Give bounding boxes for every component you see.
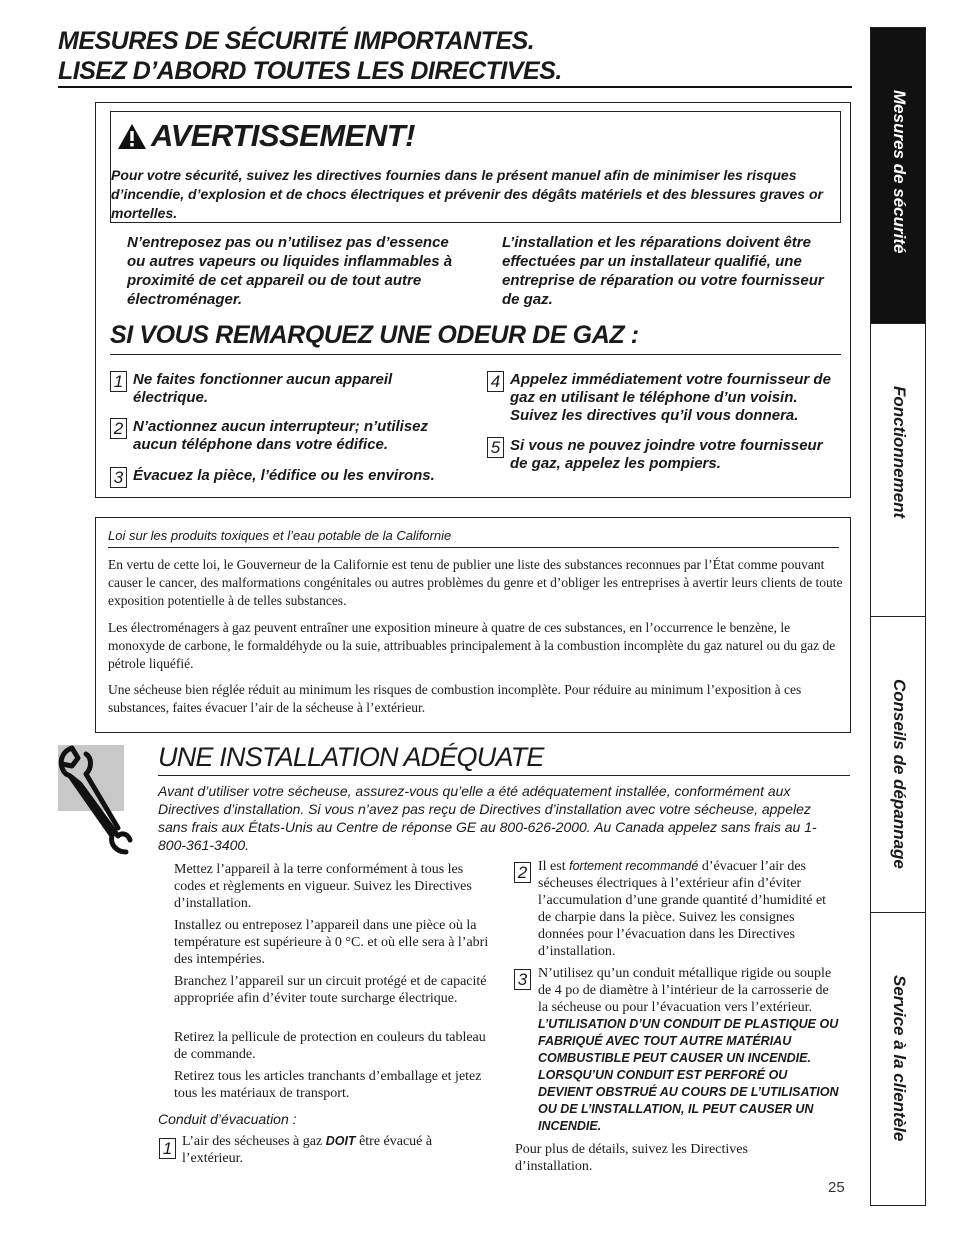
header-title-line-1: MESURES DE SÉCURITÉ IMPORTANTES. — [58, 27, 535, 55]
exhaust-item-text: L’air des sécheuses à gaz — [182, 1134, 326, 1149]
exhaust-item-emphasis: fortement recommandé — [569, 859, 699, 873]
tab-conseils-de-depannage[interactable] — [871, 617, 925, 913]
gas-step — [110, 371, 450, 407]
california-notice-title: Loi sur les produits toxiques et l’eau potable de la Californie — [108, 528, 839, 548]
step-text: Ne faites fonctionner aucun appareil électrique. — [133, 371, 393, 406]
warning-header-box — [110, 111, 841, 223]
warning-note-flammables: N’entreposez pas ou n’utilisez pas d’essence ou autres vapeurs ou liquides inflammables à proximité de cet appareil ou de tout autre électroménager. — [127, 234, 453, 308]
warning-title-text: AVERTISSEMENT! — [151, 118, 415, 153]
warning-note-installation: L’installation et les réparations doivent être effectuées par un installateur qualifié, une entreprise de réparation ou votre fournisseur de gaz. — [502, 234, 824, 308]
wrench-icon — [56, 744, 134, 856]
installation-item: Retirez la pellicule de protection en couleurs du tableau de commande. — [174, 1030, 486, 1062]
step-text: N’actionnez aucun interrupteur; n’utilisez aucun téléphone dans votre édifice. — [133, 418, 429, 453]
exhaust-item-number: 2 — [514, 862, 531, 883]
tab-label: Conseils de dépannage — [890, 679, 909, 869]
warning-box — [95, 102, 851, 498]
section-tabs — [870, 27, 926, 1206]
exhaust-item-3 — [538, 965, 842, 1135]
step-number: 4 — [487, 371, 504, 392]
step-number: 2 — [110, 418, 127, 439]
exhaust-item-text: N’utilisez qu’un conduit métallique rigide ou souple de 4 po de diamètre à l’intérieur de la carrosserie de la sécheuse ou pour l’évacuation vers l’extérieur. — [538, 966, 832, 1015]
gas-step — [110, 467, 450, 485]
california-paragraph-3: Une sécheuse bien réglée réduit au minimum les risques de combustion incomplète. Pour réduire au minimum l’exposition à ces substances, faites évacuer l’air de la sécheuse à l’extérieur. — [108, 682, 802, 715]
page-number: 25 — [828, 1179, 845, 1196]
warning-intro-text: Pour votre sécurité, suivez les directives fournies dans le présent manuel afin de minimiser les risques d’incendie, d’explosion et de chocs électriques et prévenir des dégâts matériels et des blessures graves or mortelles. — [111, 167, 823, 221]
step-number: 5 — [487, 437, 504, 458]
installation-item: Retirez tous les articles tranchants d’emballage et jetez tous les matériaux de transport. — [174, 1069, 482, 1101]
warning-title — [117, 118, 415, 154]
installation-item: Installez ou entreposez l’appareil dans une pièce où la température est supérieure à 0 °C. et où elle sera à l’abri des intempéries. — [174, 918, 489, 967]
installation-item: Mettez l’appareil à la terre conformément à tous les codes et règlements en vigueur. Suivez les Directives d’installation. — [174, 862, 472, 911]
gas-step — [110, 418, 450, 454]
warning-triangle-icon — [117, 122, 147, 150]
gas-step — [487, 437, 837, 473]
step-number: 1 — [110, 371, 127, 392]
california-paragraph-2: Les électroménagers à gaz peuvent entraîner une exposition mineure à quatre de ces substances, en l’occurrence le benzène, le monoxyde de carbone, le formaldéhyde ou la suie, attribuables principalement à la combustion incomplète du gaz naturel ou du gaz de pétrole liquéfié. — [108, 620, 836, 671]
tab-label: Service à la clientèle — [890, 975, 909, 1142]
step-text: Appelez immédiatement votre fournisseur de gaz en utilisant le téléphone d’un voisin. Suivez les directives qu’il vous donnera. — [510, 371, 831, 424]
exhaust-item-1 — [182, 1133, 467, 1167]
exhaust-item-emphasis: DOIT — [325, 1134, 356, 1148]
step-number: 3 — [110, 467, 127, 488]
tab-service-a-la-clientele[interactable] — [871, 913, 925, 1205]
header-title-line-2: LISEZ D’ABORD TOUTES LES DIRECTIVES. — [58, 57, 562, 85]
exhaust-item-number: 1 — [159, 1138, 176, 1159]
installation-title: UNE INSTALLATION ADÉQUATE — [158, 742, 850, 776]
gas-step — [487, 371, 837, 425]
step-text: Si vous ne pouvez joindre votre fournisseur de gaz, appelez les pompiers. — [510, 437, 823, 472]
step-text: Évacuez la pièce, l’édifice ou les environs. — [133, 467, 435, 484]
gas-odor-title: SI VOUS REMARQUEZ UNE ODEUR DE GAZ : — [110, 321, 841, 355]
exhaust-item-2 — [538, 858, 840, 960]
california-notice-box — [95, 517, 851, 733]
tab-fonctionnement[interactable] — [871, 324, 925, 617]
exhaust-item-emphasis: L’UTILISATION D’UN CONDUIT DE PLASTIQUE OU FABRIQUÉ AVEC TOUT AUTRE MATÉRIAU COMBUSTIBLE PEUT CAUSER UN INCENDIE. LORSQU’UN CONDUIT EST PERFORÉ OU DEVIENT OBSTRUÉ AU COURS DE L’UTILISATION OU DE L’INSTALLATION, IL PEUT CAUSER UN INCENDIE. — [538, 1017, 839, 1133]
tab-mesures-de-securite[interactable] — [871, 28, 925, 324]
installation-intro: Avant d’utiliser votre sécheuse, assurez-vous qu’elle a été adéquatement installée, conformément aux Directives d’installation. Si vous n’avez pas reçu de Directives d’installation avec votre sécheuse, appelez sans frais aux États-Unis au Centre de réponse GE au 800-626-2000. Au Canada appelez sans frais au 1-800-361-3400. — [158, 783, 817, 853]
exhaust-item-text: d’évacuer l’air des sécheuses électriques à l’extérieur afin d’éviter l’accumulation d’une grande quantité d’humidité et de charpie dans la pièce. Suivez les consignes données pour l’évacuation dans les Directives d’installation. — [538, 859, 827, 959]
tab-label: Mesures de sécurité — [890, 90, 909, 254]
california-paragraph-1: En vertu de cette loi, le Gouverneur de la Californie est tenu de publier une liste des substances reconnues par l’État comme pouvant causer le cancer, des malformations congénitales ou autres problèmes du genre et d’obliger les entreprises à avertir leurs clients de toute exposition potentielle à de telles substances. — [108, 557, 843, 608]
page-header — [58, 26, 852, 86]
exhaust-item-number: 3 — [514, 969, 531, 990]
exhaust-item-text: être évacué à l’extérieur. — [182, 1134, 433, 1166]
installation-item: Branchez l’appareil sur un circuit protégé et de capacité appropriée afin d’éviter toute surcharge électrique. — [174, 974, 487, 1006]
exhaust-item-text: Il est — [538, 859, 570, 874]
exhaust-duct-label: Conduit d’évacuation : — [158, 1111, 297, 1127]
tab-label: Fonctionnement — [890, 386, 909, 519]
installation-more-info: Pour plus de détails, suivez les Directives d’installation. — [515, 1142, 748, 1174]
header-divider — [58, 86, 852, 88]
